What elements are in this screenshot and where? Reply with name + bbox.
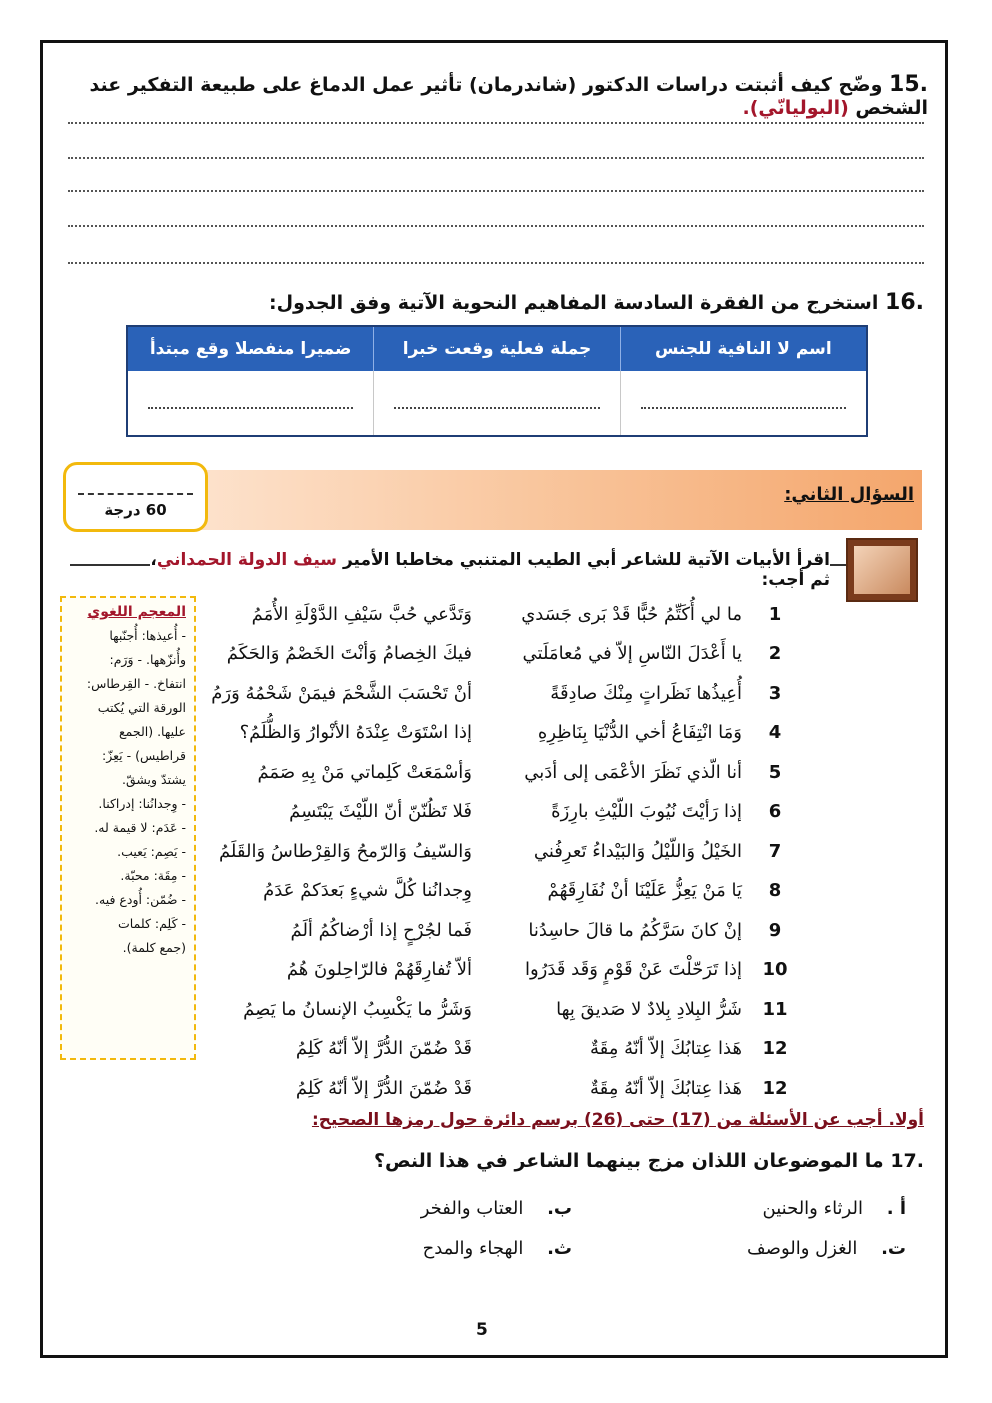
verse-row (210, 794, 790, 830)
verse-second-hemistich: فيكَ الخِصامُ وَأنْتَ الخَصْمُ وَالحَكَمُ (226, 643, 472, 664)
verse-first-hemistich: إذا رَأيْتَ نُيُوبَ اللّيْثِ بارِزَةً (551, 801, 742, 822)
glossary-item: يشتدّ ويشقّ. (121, 772, 186, 787)
table-answer-cell[interactable] (620, 371, 866, 435)
verse-second-hemistich: فَلا تَظُنّنّ أنّ اللّيْثَ يَبْتَسِمُ (289, 801, 472, 822)
option-text: الرثاء والحنين (762, 1198, 863, 1219)
question-15 (70, 72, 928, 119)
glossary-box (60, 596, 196, 1060)
verse-second-hemistich: وَالسّيفُ وَالرّمحُ وَالقِرْطاسُ وَالقَلَمُ (218, 840, 472, 862)
verse-row (210, 636, 790, 672)
answer-dotted-line[interactable] (148, 407, 353, 409)
verse-second-hemistich: وَتَدَّعي حُبَّ سَيْفِ الدَّوْلَةِ الأُمَمُ (251, 603, 472, 625)
glossary-item: - يَصِم: يَعيب. (117, 844, 186, 859)
score-box (63, 462, 208, 532)
verse-first-hemistich: يَا مَنْ يَعِزُّ عَلَيْنَا أنْ نُفَارِقَهُمْ (547, 880, 742, 901)
glossary-item: عليها. (الجمع (119, 724, 186, 739)
verse-first-hemistich: يا أَعْدَلَ النّاسِ إلاّ في مُعامَلَتي (522, 643, 742, 664)
verse-second-hemistich: إذا اسْتَوَتْ عِنْدَهُ الأنْوارُ وَالظُّلَمُ؟ (239, 722, 472, 743)
question-16-number: .16 (885, 290, 924, 315)
verse-first-hemistich: ما لي أُكَتِّمُ حُبًّا قَدْ بَرى جَسَدي (521, 603, 742, 625)
option-letter: ت. (881, 1238, 906, 1259)
question-17-text: ما الموضوعان اللذان مزج بينهما الشاعر في هذا النص؟ (373, 1150, 884, 1172)
part1-heading: أولا. أجب عن الأسئلة من (17) حتى (26) برسم دائرة حول رمزها الصحيح: (311, 1110, 924, 1130)
answer-line[interactable] (68, 157, 924, 159)
verse-number: 5 (768, 761, 782, 783)
section-title: السؤال الثاني: (784, 484, 914, 505)
verse-row (210, 754, 790, 790)
score-dash-line (78, 493, 193, 495)
question-16-text: استخرج من الفقرة السادسة المفاهيم النحوية الآتية وفق الجدول: (268, 292, 879, 314)
verse-first-hemistich: إنْ كانَ سَرَّكُمُ ما قالَ حاسِدُنا (528, 919, 742, 941)
option-d[interactable] (312, 1238, 572, 1259)
verse-row (210, 912, 790, 948)
verse-row (210, 1031, 790, 1067)
glossary-item: انتفاخ. - القِرطاس: (86, 676, 186, 691)
verse-second-hemistich: وِجدانُنا كُلَّ شيءٍ بَعدَكمْ عَدَمُ (263, 880, 472, 901)
table-header-cell: ضميرا منفصلا وقع مبتدأ (149, 339, 352, 359)
option-letter: ث. (547, 1238, 572, 1259)
verse-number: 2 (768, 643, 782, 664)
verse-number: 12 (762, 1077, 788, 1099)
answer-line[interactable] (68, 190, 924, 192)
verse-first-hemistich: الخَيْلُ وَاللّيْلُ وَالبَيْداءُ تَعرِفُني (533, 840, 742, 862)
glossary-item: - ضُمّن: أُودع فيه. (95, 892, 186, 907)
instruction-prince-name: سيف الدولة الحمداني (156, 550, 338, 570)
verse-first-hemistich: هَذا عِتابُكَ إلاّ أنّهُ مِقَةٌ (590, 1077, 742, 1099)
instruction-post: ، ثم أجب: (150, 550, 830, 590)
question-15-text: وضّح كيف أثبتت دراسات الدكتور (شاندرمان) تأثير عمل الدماغ على طبيعة التفكير عند الشخص (89, 74, 928, 119)
option-b[interactable] (312, 1198, 572, 1219)
verse-second-hemistich: ألاّ تُفارِقَهُمْ فالرّاحِلونَ هُمُ (286, 959, 472, 980)
verse-row (210, 715, 790, 751)
verse-second-hemistich: أنْ تَحْسَبَ الشَّحْمَ فيمَنْ شَحْمُهُ وَرَمُ (211, 682, 472, 704)
verse-row (210, 596, 790, 632)
verse-row (210, 873, 790, 909)
table-answer-cell[interactable] (128, 371, 373, 435)
option-text: العتاب والفخر (420, 1198, 524, 1219)
table-header-cell: اسم لا النافية للجنس (620, 327, 866, 371)
verse-number: 6 (768, 801, 782, 822)
grammar-table-body (128, 371, 866, 435)
verse-first-hemistich: هَذا عِتابُكَ إلاّ أنّهُ مِقَةٌ (590, 1038, 742, 1059)
instruction-text (130, 550, 830, 590)
verse-number: 12 (762, 1038, 788, 1059)
answer-dotted-line[interactable] (641, 407, 846, 409)
verse-second-hemistich: فَما لجُرْحٍ إذا أرْضاكُمُ ألَمُ (290, 919, 472, 941)
verse-number: 11 (762, 998, 788, 1020)
option-text: الهجاء والمدح (422, 1238, 524, 1259)
verse-second-hemistich: قَدْ ضُمّنَ الدُّرَّ إلاّ أنّهُ كَلِمُ (295, 1038, 472, 1059)
question-17-number: .17 (890, 1150, 924, 1172)
writing-hand-icon (846, 538, 918, 602)
grammar-table (126, 325, 868, 437)
verse-row (210, 952, 790, 988)
option-c[interactable] (646, 1238, 906, 1259)
answer-line[interactable] (68, 262, 924, 264)
option-a[interactable] (646, 1198, 906, 1219)
glossary-item: - عَدَم: لا قيمة له. (94, 820, 186, 835)
verse-number: 1 (768, 603, 782, 625)
verse-number: 4 (768, 722, 782, 743)
glossary-item: - وِجدانُنا: إدراكنا. (98, 796, 186, 811)
verse-second-hemistich: وَأسْمَعَتْ كَلِماتي مَنْ بِهِ صَمَمُ (257, 761, 472, 783)
table-header-cell: جملة فعلية وقعت خبرا (373, 327, 619, 371)
instruction-lead (150, 550, 830, 590)
glossary-item: الورقة التي يُكتب (97, 700, 186, 715)
writing-hand-image (854, 546, 910, 594)
verse-first-hemistich: وَمَا انْتِفَاعُ أخي الدُّنْيَا بِنَاظِرِهِ (537, 722, 742, 743)
verse-row (210, 675, 790, 711)
verse-second-hemistich: قَدْ ضُمّنَ الدُّرَّ إلاّ أنّهُ كَلِمُ (295, 1077, 472, 1099)
verse-second-hemistich: وَشَرُّ ما يَكْسِبُ الإنسانُ ما يَصِمُ (243, 998, 472, 1020)
verse-first-hemistich: أُعِيذُها نَظَراتٍ مِنْكَ صادِقَةً (550, 682, 742, 704)
question-15-highlight: (البوليانّي). (742, 97, 849, 119)
answer-line[interactable] (68, 122, 924, 124)
option-letter: أ . (886, 1198, 906, 1219)
score-value: 60 درجة (104, 501, 167, 519)
section-banner (200, 470, 922, 530)
option-text: الغزل والوصف (747, 1238, 858, 1259)
verse-row (210, 833, 790, 869)
glossary-item: - كَلِم: كلمات (118, 916, 186, 931)
glossary-item: قراطيس) - يَعِزّ: (102, 748, 186, 763)
verse-number: 10 (762, 959, 788, 980)
verse-row (210, 1070, 790, 1106)
glossary-item: (جمع كلمة). (122, 940, 186, 955)
verse-first-hemistich: شَرُّ البِلادِ بِلادٌ لا صَديقَ بِها (556, 998, 742, 1020)
verse-number: 8 (768, 880, 782, 901)
page-number: 5 (476, 1320, 488, 1340)
verse-number: 3 (768, 682, 782, 704)
verse-number: 7 (768, 840, 782, 862)
answer-line[interactable] (68, 225, 924, 227)
question-17 (200, 1150, 924, 1172)
verse-first-hemistich: أنا الّذي نَظَرَ الأعْمَى إلى أدَبي (524, 761, 742, 783)
grammar-table-header (128, 327, 866, 371)
table-answer-cell[interactable] (373, 371, 619, 435)
glossary-item: - أُعيذها: أُجنّبها وأُنزّهها. - وَرَم: (109, 628, 186, 667)
verse-first-hemistich: إذا تَرَحّلْتَ عَنْ قَوْمٍ وَقَد قَدَرُوا (524, 959, 742, 980)
glossary-title: المعجم اللغوي (87, 604, 186, 620)
verse-number: 9 (768, 919, 782, 941)
verse-row (210, 991, 790, 1027)
question-15-number: .15 (889, 72, 928, 97)
option-letter: ب. (547, 1198, 572, 1219)
question-16 (70, 290, 924, 315)
instruction-pre: اقرأ الأبيات الآتية للشاعر أبي الطيب المتنبي مخاطبا الأمير (342, 550, 830, 570)
glossary-item: - مِقَة: محبّة. (120, 868, 186, 883)
answer-dotted-line[interactable] (394, 407, 599, 409)
